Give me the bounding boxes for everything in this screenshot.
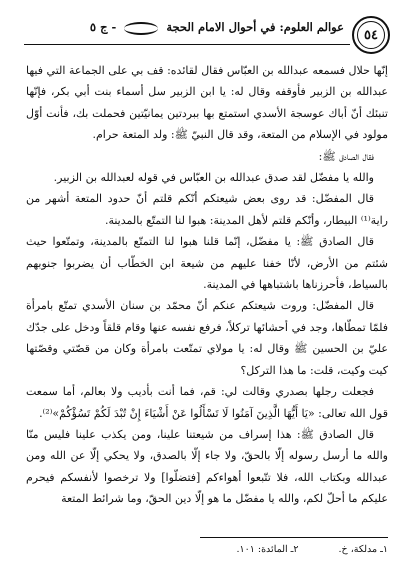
footnotes <box>26 544 388 555</box>
paragraph: والله يا مفضّل لقد صدق عبدالله بن العبّاس في قوله لعبدالله بن الزبير. <box>53 171 374 185</box>
footnote: ١ـ مدلكة، خ. <box>338 544 388 555</box>
paragraph: فقال الصادق ﷺ: <box>318 149 374 163</box>
paragraph: إنّها حلال فسمعه عبدالله بن العبّاس فقال لقائده: قف بي على الجماعة التي فيها عبدالله بن الزبير فأوقفه وقال له: يا ابن الزبير سل أسماء بنت أبي بكر، فإنّها تنبئك أنّ أباك عوسجة الأسدي استمتع بها ببردتين يمانيّتين فحملت بك، فأنت أوّل مولود في الإسلام من المتعة، وقد قال النبيّ ﷺ: ولد المتعة حرام. <box>26 64 388 142</box>
running-head-title: عوالم العلوم: في أحوال الامام الحجة <box>166 20 344 34</box>
paragraph: فجعلت رجلها بصدري وقالت لي: قم، فما أنت بأديب ولا بعالم، أما سمعت قول الله تعالى: «يَا أَيُّهَا الَّذِينَ آمَنُوا لَا تَسْأَلُوا عَنْ أَشْيَاءَ إِنْ تُبْدَ لَكُمْ تَسُؤْكُمْ»⁽²⁾. <box>26 385 388 420</box>
paragraph: قال الصادق ﷺ: هذا إسراف من شيعتنا علينا، ومن يكذب علينا فليس منّا والله ما أرسل رسوله إلّا بالحقّ، ولا جاء إلّا بالصدق، ولا يحكي إلّا عن الله ومن عبدالله وبكتاب الله، فلا تتّبعوا أهواءكم [فتضلّوا] ولا ترخصوا لأنفسكم فيحرم عليكم ما أحلّ لكم، والله يا مفضّل ما هو إلّا دين الحقّ، وما شرائط المتعة <box>26 427 388 506</box>
footnote-rule <box>200 537 388 538</box>
paragraph: قال المفضّل: قد روى بعض شيعتكم أنّكم قلتم أنّ حدود المتعة أشهر من راية⁽¹⁾ البيطار، وأنّكم قلتم لأهل المدينة: هبوا لنا التمتّع بالمدينة. <box>26 192 388 227</box>
header-rule <box>24 44 350 45</box>
page-header <box>24 14 390 54</box>
page-number-badge <box>352 16 390 54</box>
body-text <box>26 60 388 510</box>
running-head-volume: - ج ٥ <box>89 20 117 34</box>
footnote: ٢ـ المائدة: ١٠١. <box>236 544 299 555</box>
paragraph: قال المفضّل: وروت شيعتكم عنكم أنّ محمّد بن سنان الأسدي تمتّع بامرأة فلمّا تمطّاها، وجد في أحشائها تركلاً، فرفع نفسه عنها وقام قلقاً ودخل على جدّك عليّ بن الحسين ﷺ وقال له: يا مولاي تمتّعت بامرأة وكان من قصّتي وقصّتها كيت وكيت، قلت: ما هذا التركل؟ <box>26 299 388 377</box>
running-head <box>28 20 344 35</box>
page-number: ٥٤ <box>364 27 378 43</box>
paragraph: قال الصادق ﷺ: يا مفضّل، إنّما قلنا هبوا لنا التمتّع بالمدينة، وتمتّعوا حيث شئتم من الأرض، لأنّا خفنا عليهم من شيعة ابن الخطّاب أن يضربوا جنوبهم بالسياط، فأحرزناها باشتباهها في المدينة. <box>26 235 388 292</box>
ornament-icon <box>124 22 158 35</box>
